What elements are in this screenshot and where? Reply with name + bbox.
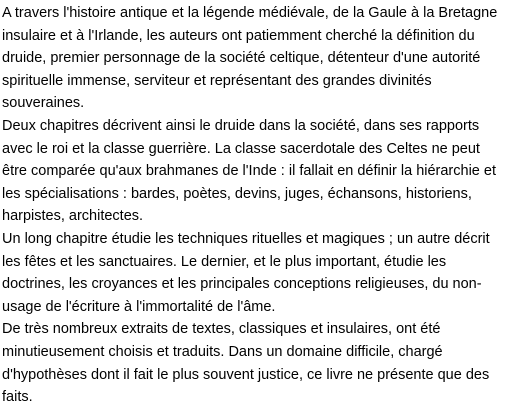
paragraph-society: Deux chapitres décrivent ainsi le druide dans la société, dans ses rapports avec le roi et la classe guerrière. La classe sacerdotale des Celtes ne peut être comparée qu'aux brahmanes de l'Inde : il fallait en définir la hiérarchie et les spécialisations : bardes, poètes, devins, juges, échansons, historiens, harpistes, architectes.	[2, 117, 496, 225]
paragraph-texts: De très nombreux extraits de textes, classiques et insulaires, ont été minutieusement choisis et traduits. Dans un domaine difficile, chargé d'hypothèses dont il fait le plus souvent justice, ce livre ne présente que des faits.	[2, 321, 490, 406]
paragraph-origins: A travers l'histoire antique et la légende médiévale, de la Gaule à la Bretagne insulaire et à l'Irlande, les auteurs ont patiemment cherché la définition du druide, premier personnage de la société celtique, détenteur d'une autorité spirituelle immense, serviteur et représentant des grandes divinités souveraines.	[2, 5, 498, 112]
paragraph-rituals: Un long chapitre étudie les techniques rituelles et magiques ; un autre décrit les fêtes et les sanctuaires. Le dernier, et le plus important, étudie les doctrines, les croyances et les principales conceptions religieuses, du non-usage de l'écriture à l'immortalité de l'âme.	[2, 230, 490, 315]
